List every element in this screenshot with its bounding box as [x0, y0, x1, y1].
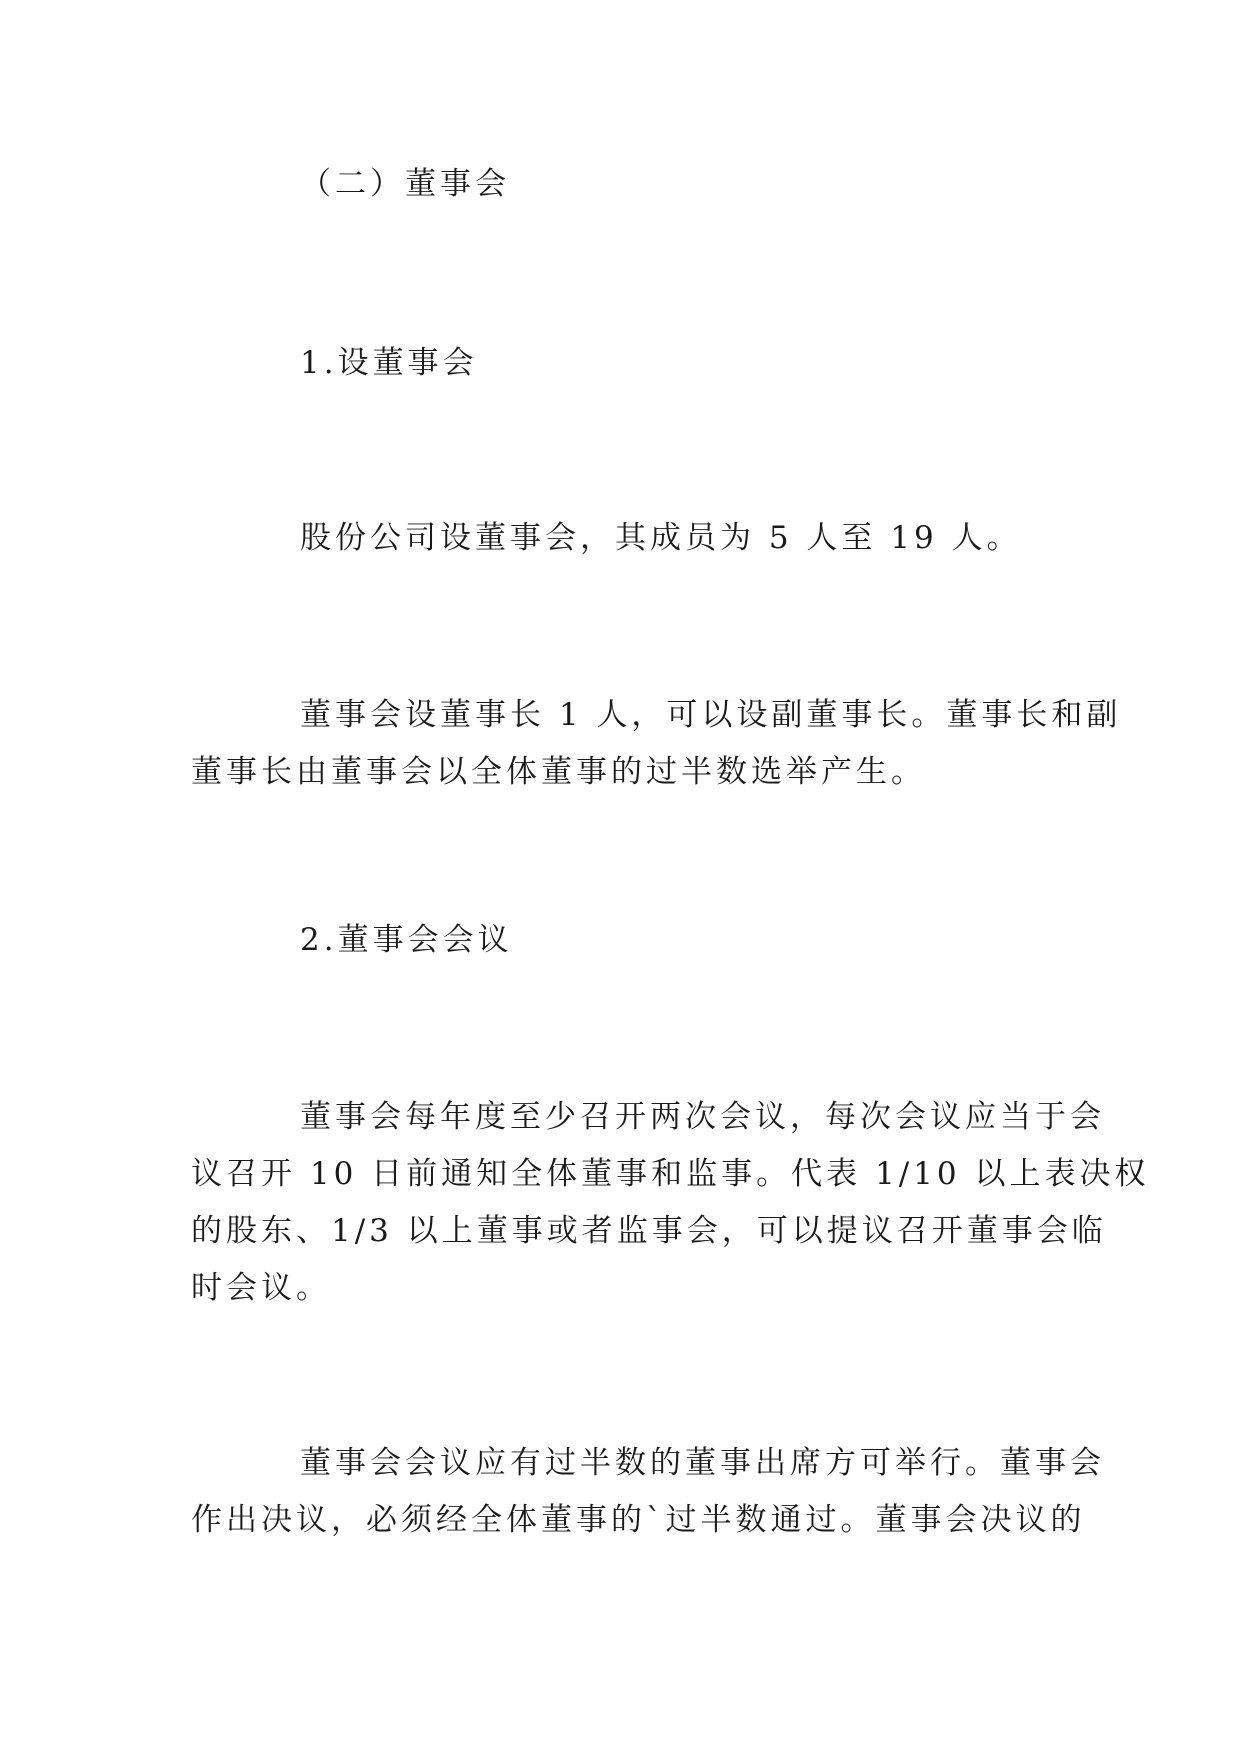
paragraph-3-line-3: 的股东、1/3 以上董事或者监事会，可以提议召开董事会临 [191, 1213, 1107, 1249]
paragraph-3-line-2: 议召开 10 日前通知全体董事和监事。代表 1/10 以上表决权 [191, 1156, 1150, 1192]
section-heading: （二）董事会 [300, 166, 510, 202]
paragraph-3-line-1: 董事会每年度至少召开两次会议，每次会议应当于会 [300, 1099, 1105, 1135]
paragraph-4-line-1: 董事会会议应有过半数的董事出席方可举行。董事会 [300, 1445, 1105, 1481]
subheading-1: 1.设董事会 [300, 345, 478, 381]
paragraph-3-line-4: 时会议。 [191, 1270, 331, 1306]
paragraph-2-line-1: 董事会设董事长 1 人，可以设副董事长。董事长和副 [300, 697, 1122, 733]
paragraph-4-line-2: 作出决议，必须经全体董事的`过半数通过。董事会决议的 [191, 1502, 1086, 1538]
paragraph-1: 股份公司设董事会，其成员为 5 人至 19 人。 [300, 520, 1022, 556]
paragraph-2-line-2: 董事长由董事会以全体董事的过半数选举产生。 [191, 754, 926, 790]
subheading-2: 2.董事会会议 [300, 922, 513, 958]
